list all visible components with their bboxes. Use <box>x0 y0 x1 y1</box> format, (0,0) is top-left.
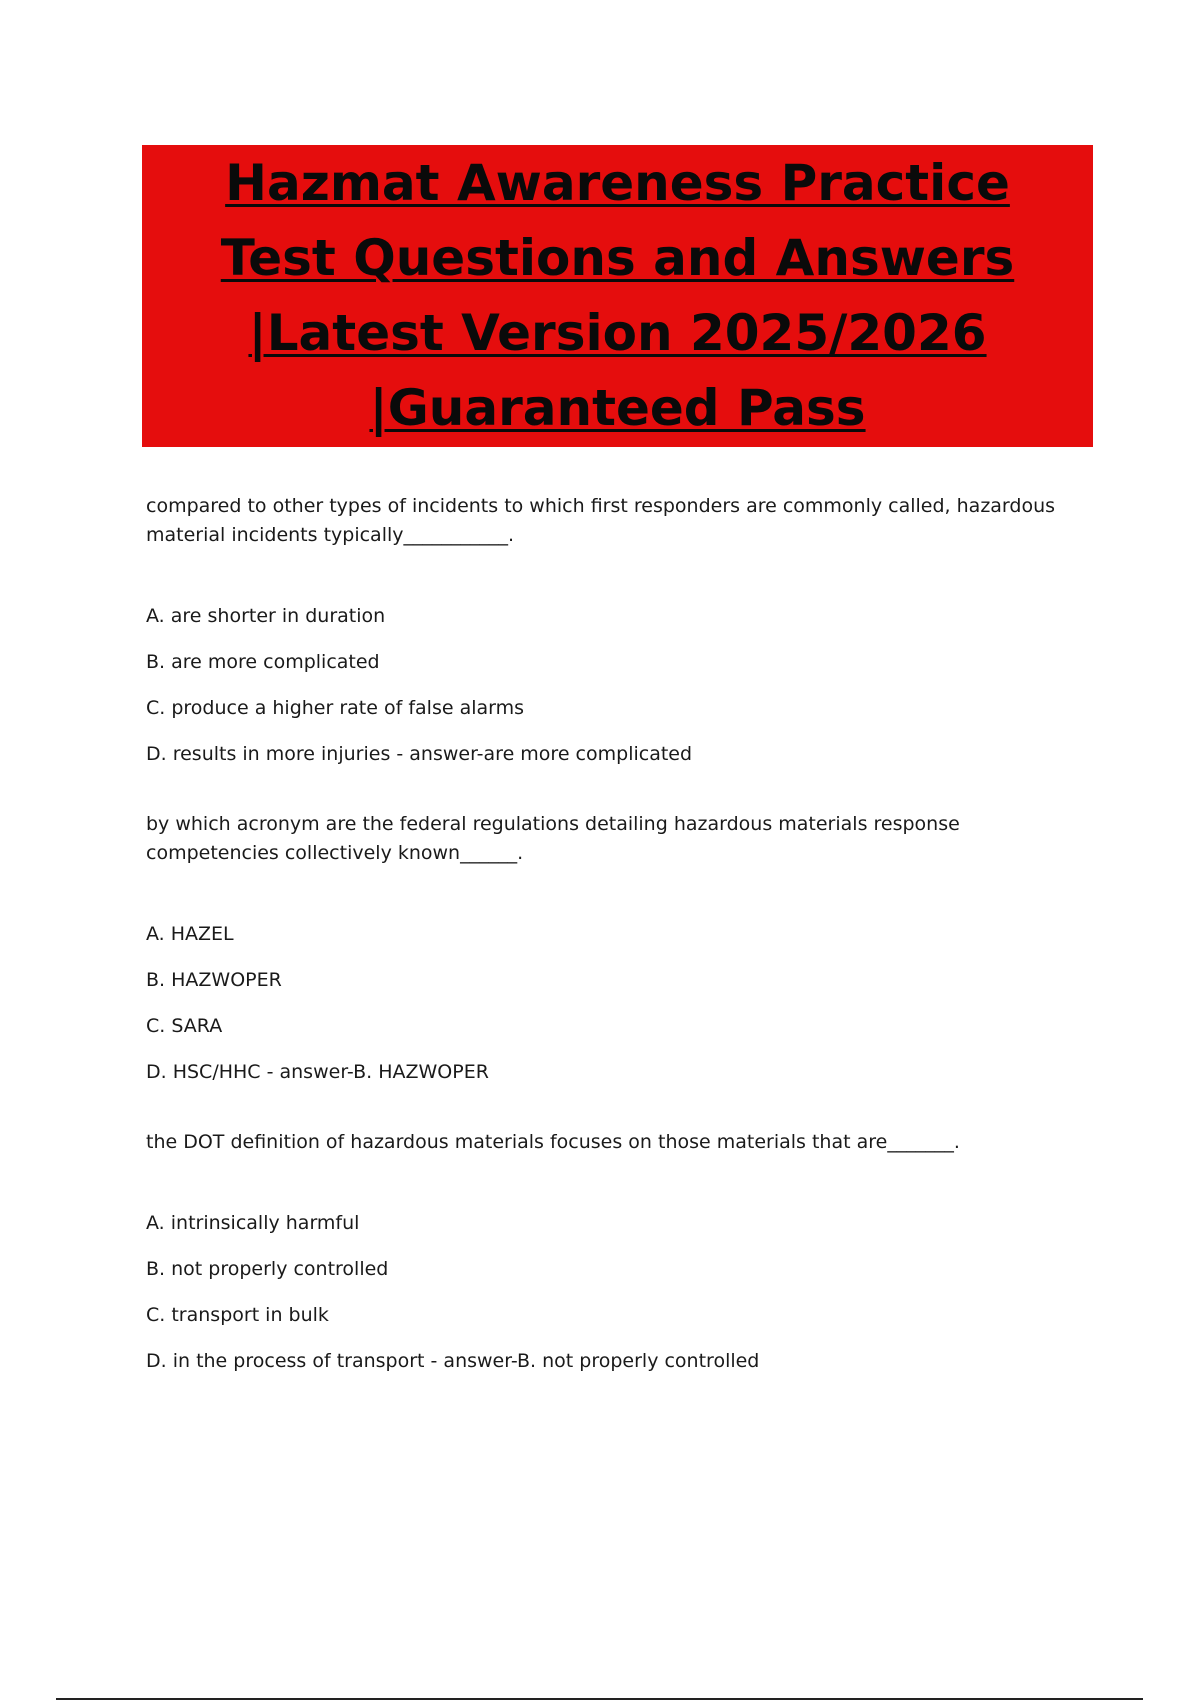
option-list <box>146 604 1096 766</box>
option-c: C. transport in bulk <box>146 1304 329 1326</box>
option-d-with-answer: D. in the process of transport - answer-B. not properly controlled <box>146 1350 760 1372</box>
question-text: the DOT definition of hazardous materials focuses on those materials that are_______. <box>146 1131 960 1153</box>
option-c: C. produce a higher rate of false alarms <box>146 697 525 719</box>
question-text: by which acronym are the federal regulations detailing hazardous materials response competencies collectively known______. <box>146 813 960 864</box>
option-a: A. are shorter in duration <box>146 605 386 627</box>
document-title: Hazmat Awareness Practice Test Questions and Answers |Latest Version 2025/2026 |Guaranteed Pass <box>220 154 1015 437</box>
question-list <box>146 492 1096 1417</box>
option-b: B. HAZWOPER <box>146 969 282 991</box>
option-list <box>146 1211 1096 1373</box>
option-d-with-answer: D. results in more injuries - answer-are more complicated <box>146 743 693 765</box>
question-block-3 <box>146 1128 1096 1373</box>
option-d-with-answer: D. HSC/HHC - answer-B. HAZWOPER <box>146 1061 489 1083</box>
title-banner <box>142 145 1093 447</box>
option-list <box>146 922 1096 1084</box>
question-block-1 <box>146 492 1096 766</box>
question-text: compared to other types of incidents to which first responders are commonly called, hazardous material incidents typically___________. <box>146 495 1056 546</box>
option-a: A. HAZEL <box>146 923 234 945</box>
option-b: B. not properly controlled <box>146 1258 389 1280</box>
option-a: A. intrinsically harmful <box>146 1212 360 1234</box>
option-b: B. are more complicated <box>146 651 380 673</box>
option-c: C. SARA <box>146 1015 223 1037</box>
question-block-2 <box>146 810 1096 1084</box>
